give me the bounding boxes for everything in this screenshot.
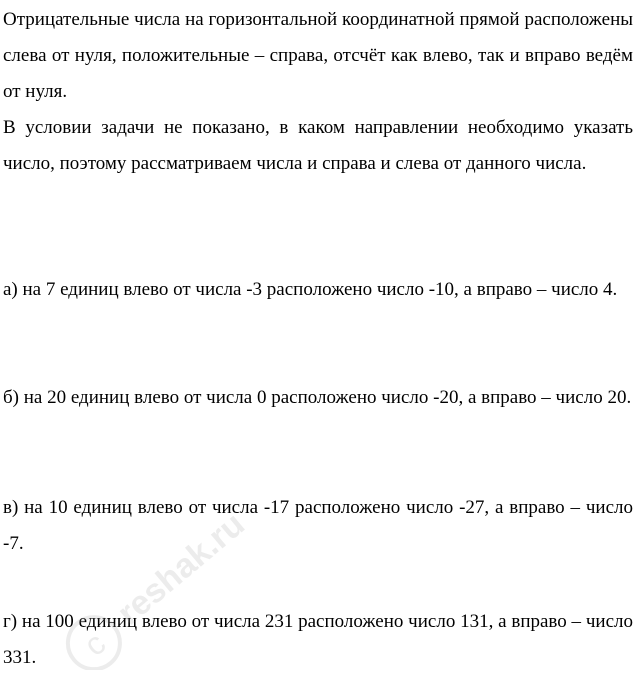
answer-a: а) на 7 единиц влево от числа -3 расположено число -10, а вправо – число 4. xyxy=(3,279,618,300)
answer-b: б) на 20 единиц влево от числа 0 расположено число -20, а вправо – число 20. xyxy=(3,387,632,408)
intro-paragraph: Отрицательные числа на горизонтальной координатной прямой расположены слева от нуля, положительные – справа, отсчёт как влево, так и вправо ведём от нуля. xyxy=(3,9,633,102)
watermark-text: reshak.ru xyxy=(110,505,252,633)
answer-c: в) на 10 единиц влево от числа -17 расположено число -27, а вправо – число -7. xyxy=(3,497,633,554)
answer-d: г) на 100 единиц влево от числа 231 расположено число 131, а вправо – число 331. xyxy=(3,611,633,668)
condition-paragraph: В условии задачи не показано, в каком направлении необходимо указать число, поэтому рассматриваем числа и справа и слева от данного числа. xyxy=(3,117,633,174)
svg-text:c: c xyxy=(76,625,113,663)
